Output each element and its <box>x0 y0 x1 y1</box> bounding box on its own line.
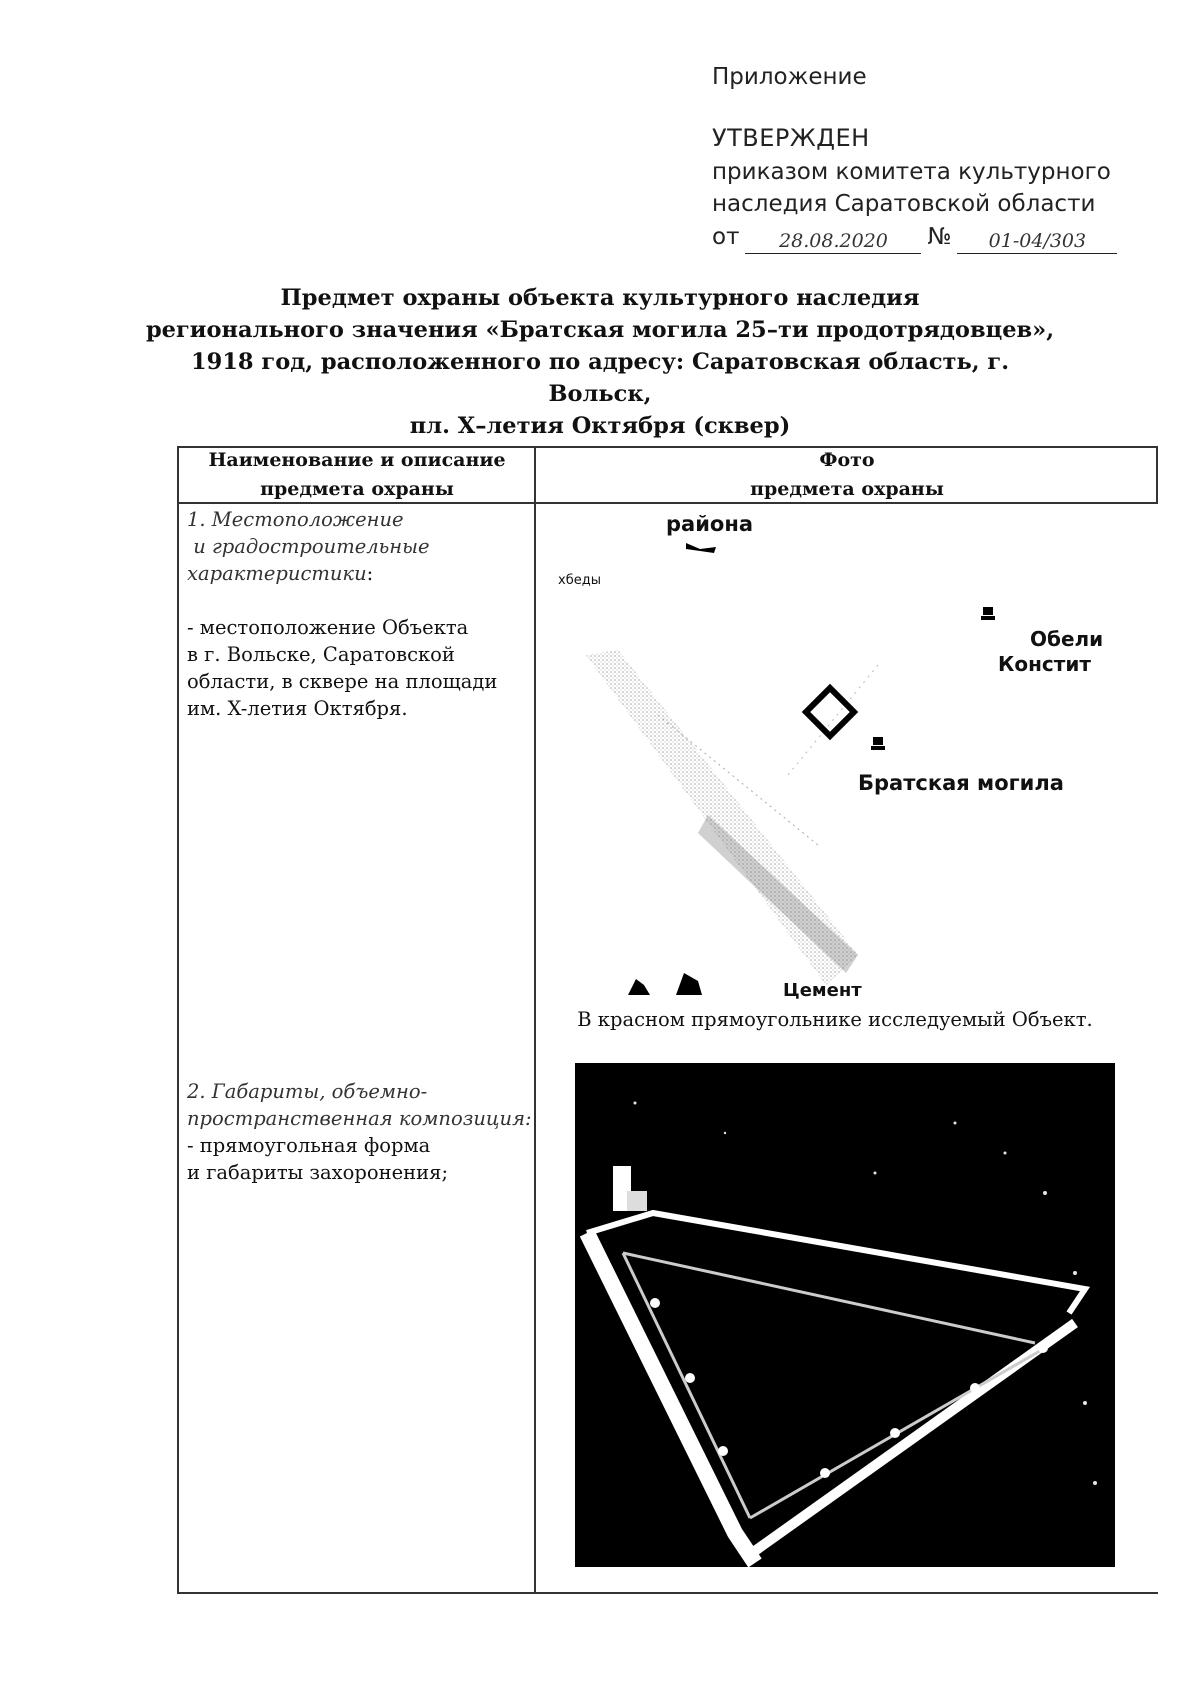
row-1-desc-line-3: области, в сквере на площади <box>187 670 498 693</box>
monument-icon-obelisk <box>981 607 995 620</box>
row-1-desc-line-4: им. X-летия Октября. <box>187 697 408 720</box>
handwritten-date: 28.08.2020 <box>745 229 921 254</box>
column-header-description-line-2: предмета охраны <box>260 478 454 500</box>
location-map <box>558 515 1108 1015</box>
title-line-2: регионального значения «Братская могила 25–ти продотрядовцев», <box>145 317 1055 343</box>
row-2-title-line-1: 2. Габариты, объемно- <box>187 1080 428 1103</box>
column-header-photo-line-1: Фото <box>819 449 875 471</box>
map-label-district: района <box>666 515 754 536</box>
column-header-photo <box>537 446 1157 504</box>
row-2-title-line-2: пространственная композиция: <box>187 1107 532 1130</box>
building-icon-2 <box>676 973 702 995</box>
handwritten-number: 01-04/303 <box>957 229 1117 254</box>
number-label: № <box>927 224 952 250</box>
column-header-description-line-1: Наименование и описание <box>208 449 506 471</box>
row-1-title-line-1: 1. Местоположение <box>187 508 404 531</box>
approval-block <box>712 64 1132 254</box>
map-caption: В красном прямоугольнике исследуемый Объект. <box>577 1008 1093 1031</box>
table-left-border <box>177 446 179 1593</box>
column-header-description <box>180 446 534 504</box>
row-1-desc-line-1: - местоположение Объекта <box>187 616 469 639</box>
map-label-pobedy: хбеды <box>558 573 601 588</box>
map-label-cement: Цемент <box>783 980 862 1001</box>
row-1-title-line-2: и градостроительные <box>187 535 430 558</box>
map-label-grave: Братская могила <box>858 771 1064 795</box>
grave-photo-drawing <box>575 1063 1115 1567</box>
title-line-4: пл. X–летия Октября (сквер) <box>409 413 791 439</box>
row-1-description <box>187 506 527 722</box>
row-2-desc-line-1: - прямоугольная форма <box>187 1134 431 1157</box>
monument-icon-grave <box>871 737 885 750</box>
from-label: от <box>712 224 740 250</box>
map-label-obelisk-2: Констит <box>998 652 1091 676</box>
map-road-shadow <box>698 815 858 973</box>
map-label-obelisk-1: Обели <box>1030 627 1104 651</box>
approved-label: УТВЕРЖДЕН <box>712 124 870 152</box>
row-1-title-line-3: характеристики <box>187 562 367 585</box>
grave-photo <box>575 1063 1115 1567</box>
row-2-desc-line-2: и габариты захоронения; <box>187 1161 449 1184</box>
row-1-desc-line-2: в г. Вольске, Саратовской <box>187 643 455 666</box>
title-line-1: Предмет охраны объекта культурного наследия <box>280 285 920 311</box>
table-bottom-border <box>177 1592 1158 1594</box>
order-date-number-row <box>712 220 1132 254</box>
object-marker-rectangle <box>806 688 854 736</box>
map-path-line-2 <box>788 665 878 775</box>
title-line-3: 1918 год, расположенного по адресу: Саратовская область, г. Вольск, <box>190 349 1010 407</box>
document-title <box>140 282 1060 442</box>
column-header-photo-line-2: предмета охраны <box>750 478 944 500</box>
map-arrow-icon <box>686 543 716 553</box>
map-drawing <box>558 515 1108 1015</box>
order-line-2: наследия Саратовской области <box>712 191 1096 217</box>
photo-headstone-base <box>627 1191 647 1211</box>
appendix-label: Приложение <box>712 64 867 90</box>
row-2-description <box>187 1078 537 1186</box>
order-line-1: приказом комитета культурного <box>712 159 1111 185</box>
building-icon-1 <box>628 979 650 995</box>
row-1-title-suffix: : <box>366 562 374 585</box>
